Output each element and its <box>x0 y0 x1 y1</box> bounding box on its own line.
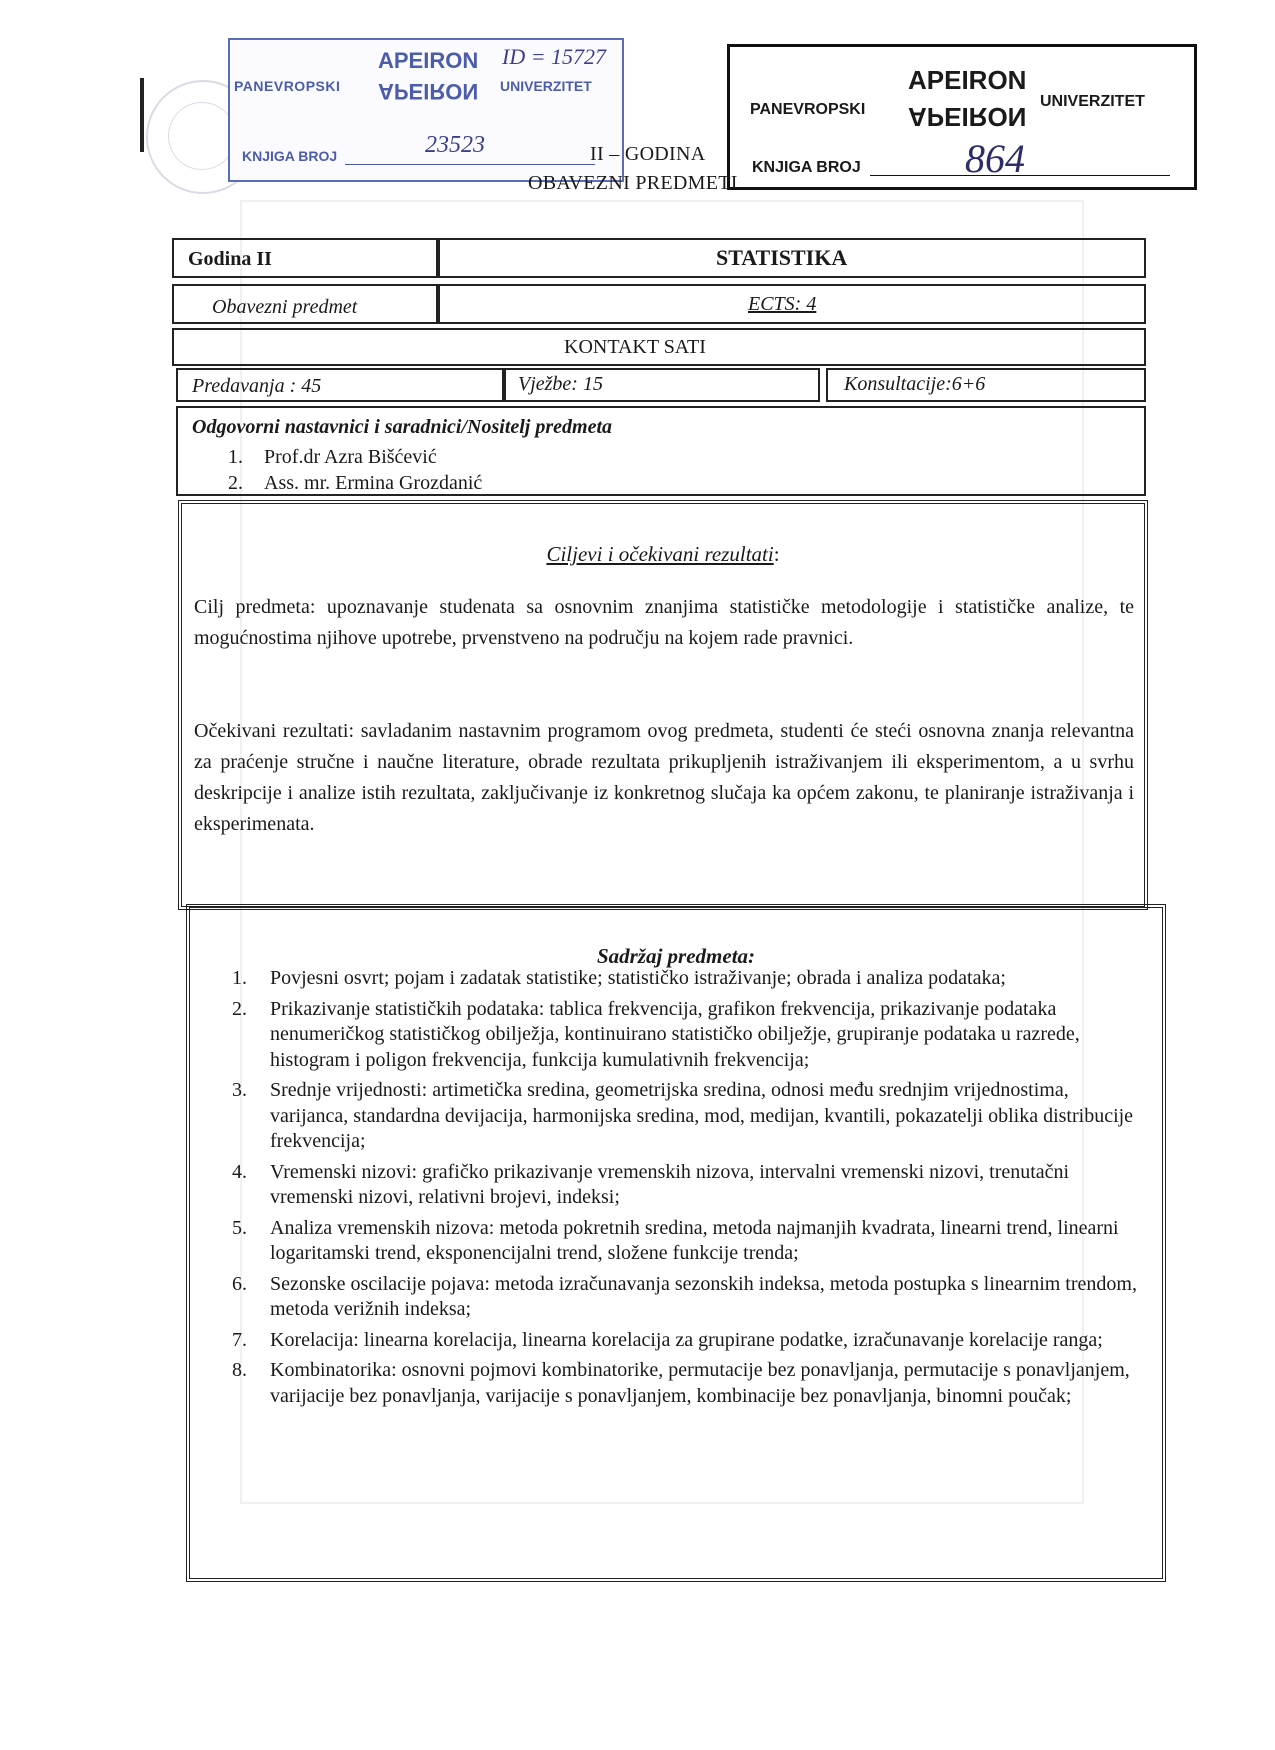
list-item-number: 4. <box>232 1160 247 1183</box>
year-cell <box>172 238 438 278</box>
list-item <box>232 1216 1146 1267</box>
course-title-cell <box>438 238 1146 278</box>
exercises-value: Vježbe: 15 <box>518 373 603 395</box>
staff-member-number: 2. <box>228 472 243 494</box>
list-item-number: 8. <box>232 1359 247 1381</box>
year-value: Godina II <box>188 248 272 270</box>
list-item-number: 5. <box>232 1216 247 1239</box>
library-stamp-right <box>727 44 1197 190</box>
staff-member-name: Ass. mr. Ermina Grozdanić <box>264 472 483 494</box>
staff-member-number: 1. <box>228 446 243 468</box>
results-paragraph: Očekivani rezultati: savladanim nastavnim programom ovog predmeta, studenti će steći osnovna znanja relevantna za praćenje stručne i naučne literature, obrade rezultata prikupljenih istraživanjem ili eksperimentom, a u svrhu deskripcije i analize istih rezultata, zaključivanje iz konkretnog slučaja ka općem zakonu, te planiranje istraživanja i eksperimenata. <box>194 720 1134 835</box>
goals-section <box>178 500 1148 910</box>
list-item-text: Vremenski nizovi: grafičko prikazivanje vremenskih nizova, intervalni vremenski nizovi, trenutačni vremenski nizovi, relativni brojevi, indeksi; <box>270 1160 1070 1208</box>
list-item <box>232 1358 1146 1409</box>
list-item <box>232 1328 1146 1354</box>
exercises-cell <box>504 368 820 402</box>
stamp-university-left: PANEVROPSKI <box>234 78 341 94</box>
lectures-cell <box>176 368 504 402</box>
stamp-book-line <box>345 164 595 165</box>
content-list <box>232 966 1146 1409</box>
list-item-number: 2. <box>232 997 247 1020</box>
stamp-id-handwritten: ID = 15727 <box>502 44 607 69</box>
list-item <box>232 966 1146 992</box>
contact-hours-title-cell <box>172 328 1146 366</box>
stamp-book-number: 864 <box>965 136 1025 181</box>
list-item-text: Korelacija: linearna korelacija, linearna korelacija za grupirane podatke, izračunavanje korelacije ranga; <box>270 1328 1103 1351</box>
margin-bar <box>140 78 144 152</box>
type-heading: OBAVEZNI PREDMETI <box>528 172 738 194</box>
list-item <box>232 997 1146 1074</box>
goal-paragraph: Cilj predmeta: upoznavanje studenata sa osnovnim znanjima statističke metodologije i statističke analize, te mogućnostima njihove upotrebe, prvenstveno na području na kojem rade pravnici. <box>194 596 1134 649</box>
library-stamp-left <box>228 38 624 182</box>
consultations-cell <box>826 368 1146 402</box>
mandatory-label: Obavezni predmet <box>212 296 358 318</box>
stamp-brand-mirrored: APEIRON <box>378 79 479 104</box>
stamp-university-left: PANEVROPSKI <box>750 101 866 118</box>
staff-member-name: Prof.dr Azra Bišćević <box>264 446 437 468</box>
stamp-brand: APEIRON <box>378 48 479 73</box>
list-item-number: 7. <box>232 1328 247 1351</box>
list-item <box>232 1272 1146 1323</box>
stamp-university-right: UNIVERZITET <box>500 78 592 94</box>
list-item <box>232 1078 1146 1155</box>
course-title: STATISTIKA <box>716 245 848 270</box>
staff-title: Odgovorni nastavnici i saradnici/Nositelj predmeta <box>192 416 613 438</box>
contact-hours-title: KONTAKT SATI <box>564 336 706 358</box>
list-item-text: Kombinatorika: osnovni pojmovi kombinatorike, permutacije bez ponavljanja, permutacije s ponavljanjem, varijacije bez ponavljanja, varijacije s ponavljanjem, kombinacije bez ponavljanja, binomni poučak; <box>270 1359 1130 1407</box>
stamp-book-label: KNJIGA BROJ <box>242 148 338 164</box>
staff-section <box>176 406 1146 496</box>
stamp-university-right: UNIVERZITET <box>1040 93 1145 110</box>
stamp-brand-mirrored: APEIRON <box>908 102 1027 132</box>
stamp-brand: APEIRON <box>908 65 1027 95</box>
consultations-value: Konsultacije:6+6 <box>844 373 986 395</box>
list-item-text: Prikazivanje statističkih podataka: tablica frekvencija, grafikon frekvencija, prikazivanje podataka nenumeričkog statističkog obilježja, kontinuirano statističko obilježje, grupiranje podataka u razrede, histogram i poligon frekvencija, funkcija kumulativnih frekvencija; <box>270 997 1080 1071</box>
lectures-value: Predavanja : 45 <box>192 375 322 397</box>
content-title: Sadržaj predmeta: <box>596 944 756 968</box>
list-item-text: Srednje vrijednosti: artimetička sredina, geometrijska sredina, odnosi među srednjim vrijednostima, varijanca, standardna devijacija, harmonijska sredina, mod, medijan, kvantili, pokazatelji oblika distribucije frekvencija; <box>270 1079 1134 1152</box>
stamp-book-number: 23523 <box>425 132 485 158</box>
ects-value: ECTS: 4 <box>748 293 817 315</box>
stamp-book-label: KNJIGA BROJ <box>752 159 861 176</box>
list-item-number: 1. <box>232 967 247 989</box>
list-item-number: 3. <box>232 1079 247 1101</box>
goals-title-colon: : <box>773 542 780 566</box>
goals-title-line <box>182 542 1144 567</box>
year-heading: II – GODINA <box>590 143 706 165</box>
list-item-text: Analiza vremenskih nizova: metoda pokretnih sredina, metoda najmanjih kvadrata, linearni trend, linearni logaritamski trend, eksponencijalni trend, složene funkcije trenda; <box>270 1216 1119 1264</box>
list-item-text: Sezonske oscilacije pojava: metoda izračunavanja sezonskih indeksa, metoda postupka s linearnim trendom, metoda verižnih indeksa; <box>270 1272 1137 1320</box>
mandatory-cell <box>172 284 438 324</box>
list-item <box>232 1160 1146 1211</box>
goals-title: Ciljevi i očekivani rezultati <box>546 542 774 566</box>
list-item-text: Povjesni osvrt; pojam i zadatak statistike; statističko istraživanje; obrada i analiza podataka; <box>270 967 1006 989</box>
ects-cell <box>438 284 1146 324</box>
list-item-number: 6. <box>232 1272 247 1295</box>
